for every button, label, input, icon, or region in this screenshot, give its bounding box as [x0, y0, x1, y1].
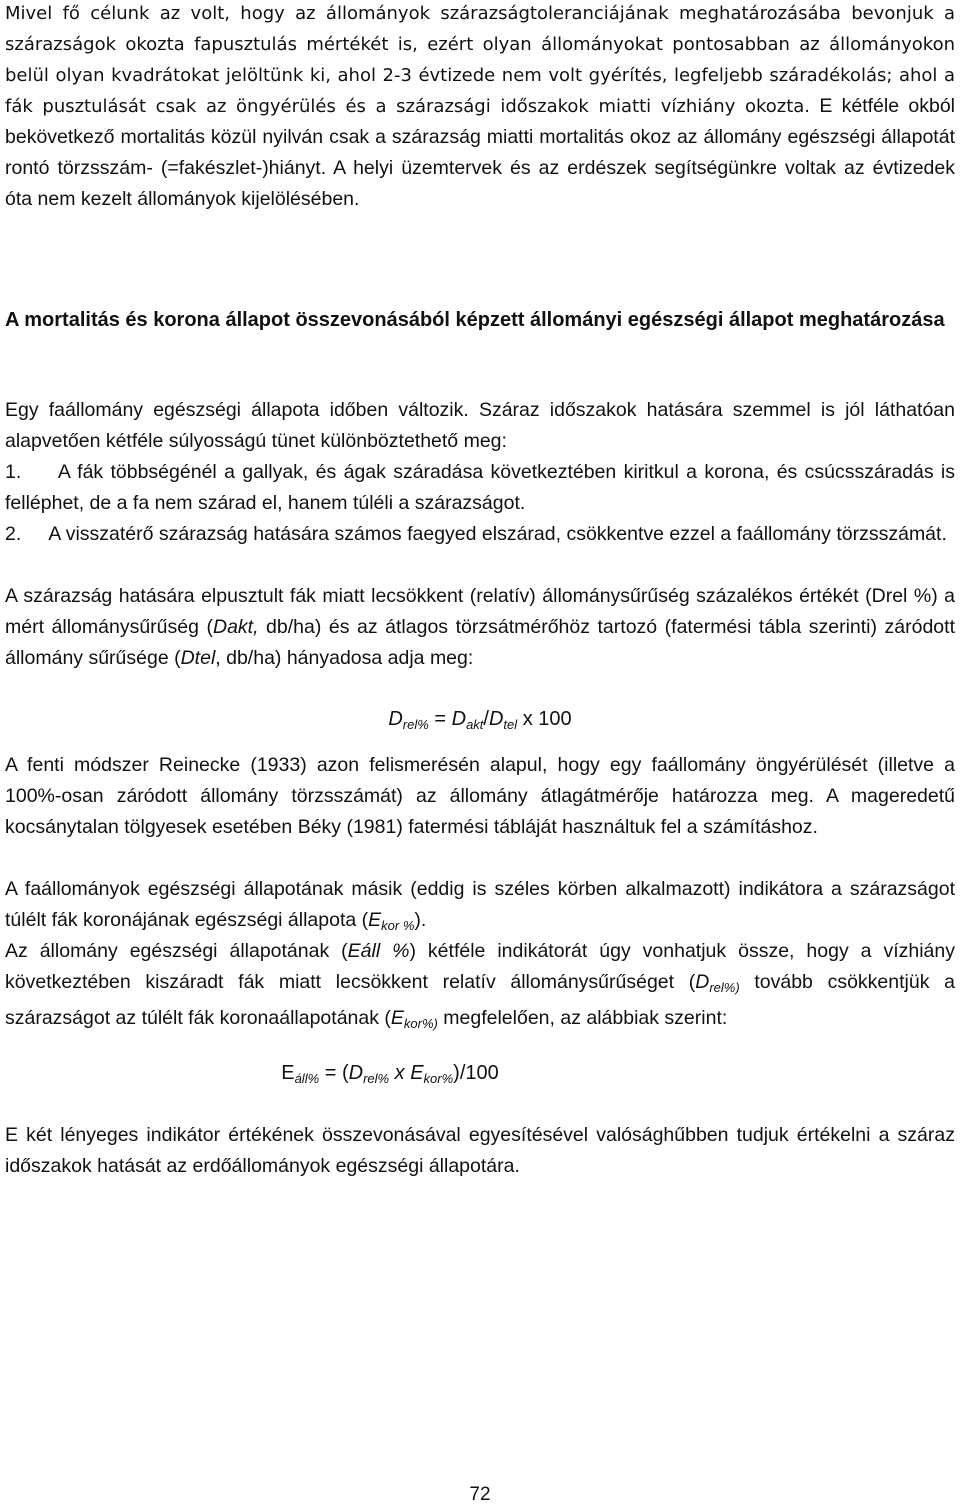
crown-indicator-paragraph	[5, 874, 955, 941]
formula2-sub-kor: kor%	[423, 1071, 454, 1086]
combine-text-2: ) kétféle indikátorát úgy vonhatjuk össze, hogy a vízhiány következtében kiszáradt fák miatt lecsökkent relatív állománysűrűséget (	[5, 940, 955, 993]
formula2-equals: = (	[319, 1062, 349, 1084]
intro-paragraph	[5, 0, 955, 215]
intro-text-a: Mivel fő célunk az volt, hogy az állományok szárazságtoleranciájának meghatározásába bevonjuk a szárazságok okozta fapusztulás mértékét is, ezért olyan állományokat pontosabban az állományokon belül olyan kvadrátokat jelöltünk ki, ahol 2-3 évtizede nem volt gyérítés, legfeljebb száradékolás; ahol a fák pusztulását csak az öngyérülés és a szárazsági időszakok miatti vízhiány okozta.	[5, 3, 955, 117]
list-item-2	[5, 519, 955, 550]
drel-text-2: db/ha) és az átlagos törzsátmérőhöz tartozó (fatermési tábla szerinti) záródott állomány sűrűsége (	[5, 616, 955, 669]
other-text-1: A faállományok egészségi állapotának másik (eddig is széles körben alkalmazott) indikátora a szárazságot túlélt fák koronájának egészségi állapota (	[5, 878, 955, 931]
formula2-times: x	[389, 1062, 411, 1084]
drel-subscript: rel%)	[709, 980, 740, 995]
dakt-symbol: Dakt,	[213, 616, 259, 638]
other-text-2: ).	[414, 909, 427, 931]
drel-text-3: , db/ha) hányadosa adja meg:	[215, 647, 474, 669]
formula1-d2: D	[451, 708, 467, 730]
formula1-d3: D	[488, 708, 504, 730]
formula2-sub-all: áll%	[294, 1071, 320, 1086]
formula2-e: E	[281, 1062, 295, 1084]
eall-symbol: Eáll %	[347, 940, 410, 962]
list-item-2-number: 2.	[5, 523, 22, 545]
formula2-d: D	[348, 1062, 364, 1084]
intro-text-b: E kétféle okból bekövetkező mortalitás közül nyilván csak a szárazság miatti mortalitás okoz az állomány egészségi állapotát rontó törzsszám- (=fakészlet-)hiányt. A helyi üzemtervek és az erdészek segítségünkre voltak az évtizedek óta nem kezelt állományok kijelölésében.	[5, 95, 955, 210]
ekor-subscript-2: kor%)	[403, 1016, 438, 1031]
formula2-e2: E	[410, 1062, 424, 1084]
formula1-sub-akt: akt	[466, 717, 484, 732]
combine-text-1: Az állomány egészségi állapotának (	[5, 940, 348, 962]
formula-eall	[0, 1058, 865, 1094]
formula1-sub-rel: rel%	[402, 717, 429, 732]
list-item-1-number: 1.	[5, 461, 22, 483]
drel-symbol: D	[695, 971, 710, 993]
formula-drel	[5, 704, 955, 740]
list-item-1	[5, 457, 955, 519]
document-page	[5, 0, 955, 1509]
final-paragraph: E két lényeges indikátor értékének összevonásával egyesítésével valósághűbben tudjuk értékelni a száraz időszakok hatását az erdőállományok egészségi állapotára.	[5, 1124, 955, 1177]
formula1-d: D	[388, 708, 403, 730]
relative-density-paragraph	[5, 581, 955, 674]
dtel-symbol: Dtel	[180, 647, 216, 669]
ekor-symbol: E	[368, 909, 382, 931]
list-item-2-text: A visszatérő szárazság hatására számos faegyed elszárad, csökkentve ezzel a faállomány törzsszámát.	[48, 523, 947, 545]
section-heading: A mortalitás és korona állapot összevonásából képzett állományi egészségi állapot meghatározása	[5, 309, 945, 331]
formula1-slash: /	[483, 708, 489, 730]
state-change-paragraph: Egy faállomány egészségi állapota időben változik. Száraz időszakok hatására szemmel is jól láthatóan alapvetően kétféle súlyosságú tünet különböztethető meg:	[5, 399, 955, 452]
page-number: 72	[469, 1484, 491, 1505]
combine-text-4: megfelelően, az alábbiak szerint:	[437, 1007, 728, 1029]
drel-text-1: A szárazság hatására elpusztult fák miatt lecsökkent (relatív) állománysűrűség százalékos értékét (Drel %) a mért állománysűrűség (	[5, 585, 955, 638]
combine-text-3: tovább csökkentjük a szárazságot az túlélt fák koronaállapotának (	[5, 971, 955, 1029]
formula2-div-100: )/100	[453, 1062, 499, 1084]
formula1-equals: =	[428, 708, 452, 730]
formula1-times-100: x 100	[517, 708, 572, 730]
formula2-sub-rel: rel%	[363, 1071, 390, 1086]
ekor-subscript: kor %	[381, 918, 415, 933]
method-paragraph: A fenti módszer Reinecke (1933) azon felismerésén alapul, hogy egy faállomány öngyérülését (illetve a 100%-osan záródott állomány törzsszámát) az állomány átlagátmérője határozza meg. A mageredetű kocsánytalan tölgyesek esetében Béky (1981) fatermési tábláját használtuk fel a számításhoz.	[5, 754, 955, 838]
ekor-symbol-2: E	[390, 1007, 404, 1029]
formula1-sub-tel: tel	[503, 717, 518, 732]
combine-paragraph	[5, 936, 955, 1039]
list-item-1-text: A fák többségénél a gallyak, és ágak száradása következtében kiritkul a korona, és csúcsszáradás is felléphet, de a fa nem szárad el, hanem túléli a szárazságot.	[5, 461, 955, 514]
